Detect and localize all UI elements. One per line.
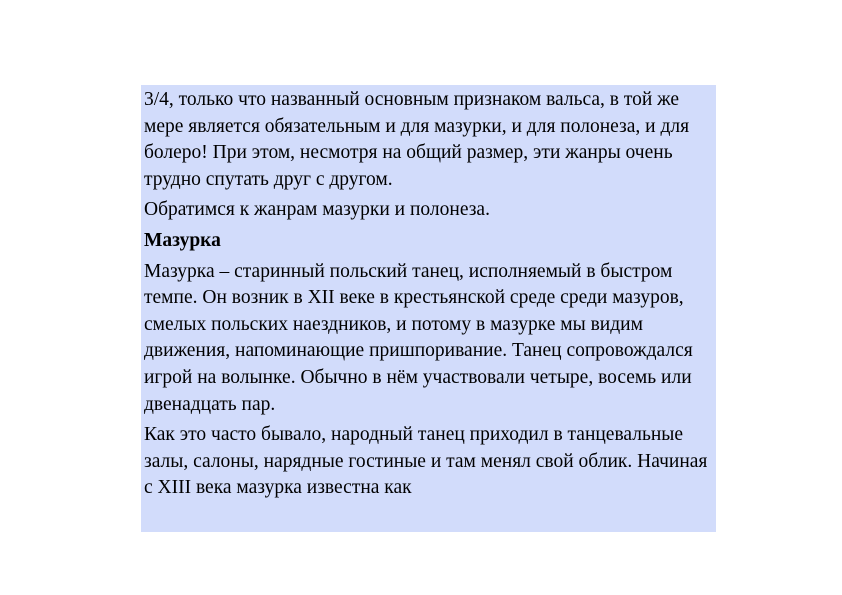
section-heading-mazurka: Мазурка xyxy=(144,229,221,251)
paragraph-mazurka-origin: Мазурка – старинный польский танец, исполняемый в быстром темпе. Он возник в XII веке в крестьянской среде среди мазуров, смелых польских наездников, и потому в мазурке мы видим движения, напоминающие пришпоривание. Танец сопровождался игрой на волынке. Обычно в нём участвовали четыре, восемь или двенадцать пар. xyxy=(144,260,693,415)
paragraph-intro-genres: Обратимся к жанрам мазурки и полонеза. xyxy=(144,199,490,221)
highlighted-text-block xyxy=(141,85,716,532)
paragraph-waltz-meter: 3/4, только что названный основным признаком вальса, в той же мере является обязательным и для мазурки, и для полонеза, и для болеро! При этом, несмотря на общий размер, эти жанры очень трудно спутать друг с другом. xyxy=(144,89,690,190)
paragraph-mazurka-salons: Как это часто бывало, народный танец приходил в танцевальные залы, салоны, нарядные гостиные и там менял свой облик. Начиная с XIII века мазурка известна как xyxy=(144,424,708,499)
